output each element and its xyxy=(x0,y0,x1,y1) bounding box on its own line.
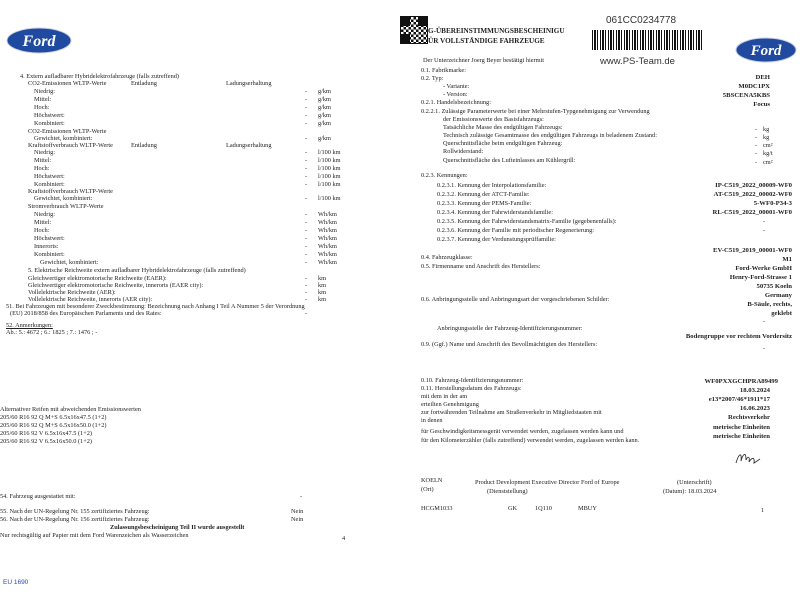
label-0-2-3-5: 0.2.3.5. Kennung der Fahrwiderstandsmatrix-Familie (gegebenenfalls): xyxy=(437,218,617,225)
r-dash-3: - xyxy=(755,142,758,149)
label-0-6: 0.6. Anbringungsstelle und Anbringungsart der vorgeschriebenen Schilder: xyxy=(421,296,610,303)
section-55: 55. Nach der UN-Regelung Nr. 155 zertifiziertes Fahrzeug: xyxy=(0,508,150,515)
co2-dash-3: - xyxy=(305,104,308,111)
r-dash-5: - xyxy=(755,159,758,166)
st-unit-5: Wh/km xyxy=(318,243,337,250)
st-hoechstwert: Höchstwert: xyxy=(34,235,65,242)
co2-hoechstwert: Höchstwert: xyxy=(34,112,65,119)
st-dash-4: - xyxy=(305,235,308,242)
st-niedrig: Niedrig: xyxy=(34,211,55,218)
s5-unit-1: km xyxy=(318,275,327,282)
left-footer-note: Nur rechtsgültig auf Papier mit dem Ford Warenzeichen als Wasserzeichen xyxy=(0,532,189,539)
value-production-date: 18.03.2024 xyxy=(739,387,770,394)
value-0-2-3-7: EV-C519_2019_00001-WF0 xyxy=(712,247,792,254)
ks-unit-4: l/100 km xyxy=(318,173,341,180)
date-value: 18.03.2024 xyxy=(688,488,717,495)
s5-aer-city: Vollelektrische Reichweite, innerorts (AER city): xyxy=(28,296,153,303)
ks-hoechstwert: Höchstwert: xyxy=(34,173,65,180)
co2g-unit: g/km xyxy=(318,135,331,142)
section-56: 56. Nach der UN-Regelung Nr. 156 zertifiziertes Fahrzeug: xyxy=(0,516,150,523)
ks-dash-1: - xyxy=(305,149,308,156)
label-0-2-3-4: 0.2.3.4. Kennung der Fahrwiderstandsfamilie: xyxy=(437,209,553,216)
s5-eaer-city: Gleichwertiger elektromotorische Reichweite, innerorts (EAER city): xyxy=(28,282,204,289)
section-51-line1: 51. Bei Fahrzeugen mit besonderer Zweckbestimmung: Bezeichnung nach Anhang I Teil A Nummer 5 der Verordnung xyxy=(6,303,305,310)
ksg-unit: l/100 km xyxy=(318,195,341,202)
position-value: Product Development Executive Director Ford of Europe xyxy=(475,479,620,486)
co2-wltp-label: CO2-Emissionen WLTP-Werte xyxy=(28,80,107,87)
ks-dash-4: - xyxy=(305,173,308,180)
co2-kombiniert: Kombiniert: xyxy=(34,120,65,127)
tire-row: 205/60 R16 92 V 6.5x16x50.0 (1+2) xyxy=(0,438,93,445)
ksg-dash: - xyxy=(305,195,308,202)
co2-dash-5: - xyxy=(305,120,308,127)
kraftstoff-ladungserhaltung: Ladungserhaltung xyxy=(226,142,272,149)
value-0-2-3-1: IP-C519_2022_00009-WF0 xyxy=(715,182,792,189)
value-0-5-line: Germany xyxy=(764,292,792,299)
value-0-5-line: Henry-Ford-Strasse 1 xyxy=(729,274,792,281)
st-innerorts: Innerorts: xyxy=(34,243,59,250)
section-54: 54. Fahrzeug ausgestattet mit: xyxy=(0,493,76,500)
value-rechtsverkehr: Rechtsverkehr xyxy=(728,414,770,421)
label-0-2: 0.2. Typ: xyxy=(421,75,444,82)
ks-unit-5: l/100 km xyxy=(318,181,341,188)
value-0-4: M1 xyxy=(782,256,792,263)
entladung-label: Entladung xyxy=(131,80,157,87)
section-5-title: 5. Elektrische Reichweite extern aufladbarer Hybridelektrofahrzeuge (falls zutreffend) xyxy=(28,267,246,274)
footer-code-1: HCGM1033 xyxy=(421,505,453,512)
ks-unit-2: l/100 km xyxy=(318,157,341,164)
value-0-1: DEH xyxy=(755,74,770,81)
value-variante: 5BSCENA5KBS xyxy=(722,92,770,99)
tire-row: 205/60 R16 92 Q M+S 6.5x16x47.5 (1+2) xyxy=(0,414,107,421)
co2-mittel: Mittel: xyxy=(34,96,52,103)
label-querschnittsflaeche: Querschnittsfläche beim endgültigen Fahrzeug: xyxy=(443,140,563,147)
unit-cm2-1: cm² xyxy=(763,142,773,149)
qr-code xyxy=(400,16,428,44)
kraftstoff-entladung: Entladung xyxy=(131,142,157,149)
strom-wltp-label: Stromverbrauch WLTP-Werte xyxy=(28,203,104,210)
co2-unit-4: g/km xyxy=(318,112,331,119)
intro-text: Der Unterzeichner Joerg Beyer bestätigt hiermit xyxy=(423,57,545,64)
co2-unit-3: g/km xyxy=(318,104,331,111)
co2-dash-1: - xyxy=(305,88,308,95)
page-gap xyxy=(385,0,395,600)
st-dash-3: - xyxy=(305,227,308,234)
section-52-text: Ab.: 5.: 4672 ; 6.: 1825 ; 7.: 1476 ; - xyxy=(6,329,98,336)
s5-eaer: Gleichwertiger elektromotorische Reichweite (EAER): xyxy=(28,275,167,282)
co2-unit-2: g/km xyxy=(318,96,331,103)
label-0-2-3-7: 0.2.3.7. Kennung der Verdunstungsprüffamilie: xyxy=(437,236,556,243)
st-dash-2: - xyxy=(305,219,308,226)
label-0-2-3-6: 0.2.3.6. Kennung der Familie mit periodischer Regenerierung: xyxy=(437,227,595,234)
st-gewichtet-kombiniert: Gewichtet, kombiniert: xyxy=(40,259,99,266)
place-value: KOELN xyxy=(421,477,443,484)
ks-dash-3: - xyxy=(305,165,308,172)
label-lufteinlass: Querschnittsfläche des Lufteinlasses am Kühlergrill: xyxy=(443,157,576,164)
value-0-6-line: B-Säule, rechts, xyxy=(747,301,792,308)
unit-cm2-2: cm² xyxy=(763,159,773,166)
value-vin-location: Bodengruppe vor rechtem Vordersitz xyxy=(685,333,792,340)
tire-row: 205/60 R16 92 V 6.5x16x47.5 (1+2) xyxy=(0,430,93,437)
label-speedometer: für Geschwindigkeitsmessgerät verwendet werden, zugelassen werden kann und xyxy=(421,428,624,435)
r-dash-1: - xyxy=(755,126,758,133)
s51-dash: - xyxy=(305,310,308,317)
s5-unit-4: km xyxy=(318,296,327,303)
st-dash-6: - xyxy=(305,251,308,258)
value-0-6-line: geklebt xyxy=(771,310,792,317)
footer-code-2: GK xyxy=(508,505,518,512)
label-erteilten: erteilten Genehmigung xyxy=(421,401,479,408)
s5-aer: Vollelektrische Reichweite (AER): xyxy=(28,289,116,296)
ks-kombiniert: Kombiniert: xyxy=(34,181,65,188)
s54-dash: - xyxy=(300,493,303,500)
website-stamp: www.PS-Team.de xyxy=(600,56,675,67)
st-unit-7: Wh/km xyxy=(318,259,337,266)
label-0-10: 0.10. Fahrzeug-Identifizierungsnummer: xyxy=(421,377,524,384)
value-0-2-3-3: 5-WF0-P34-3 xyxy=(753,200,792,207)
st-unit-6: Wh/km xyxy=(318,251,337,258)
ford-logo-right xyxy=(735,37,797,63)
label-0-2-3-3: 0.2.3.3. Kennung der PEMS-Familie: xyxy=(437,200,532,207)
section-52-title: 52. Anmerkungen: xyxy=(6,322,53,329)
r-dash-7: - xyxy=(763,227,766,234)
label-zur-teilnahme: zur fortwährenden Teilnahme am Straßenverkehr in Mitgliedstaaten mit xyxy=(421,409,602,416)
r-dash-8: - xyxy=(763,318,766,325)
label-in-denen: in denen xyxy=(421,417,443,424)
r-dash-9: - xyxy=(763,345,766,352)
s5-dash-1: - xyxy=(305,275,308,282)
st-kombiniert: Kombiniert: xyxy=(34,251,65,258)
right-page-number: 1 xyxy=(761,507,765,514)
left-document-page xyxy=(0,0,385,600)
ks-mittel: Mittel: xyxy=(34,157,52,164)
label-vin-location: Anbringungsstelle der Fahrzeug-Identifizierungsnummer: xyxy=(437,325,583,332)
label-rollwiderstand: Rollwiderstand: xyxy=(443,148,484,155)
st-unit-3: Wh/km xyxy=(318,227,337,234)
eu-code-stamp: EU 1690 xyxy=(3,579,29,586)
value-0-2-3-2: AT-C519_2022_00002-WF0 xyxy=(713,191,792,198)
s5-unit-2: km xyxy=(318,282,327,289)
value-0-5-line: Ford-Werke GmbH xyxy=(735,265,792,272)
value-approval-number: e13*2007/46*1911*17 xyxy=(708,396,770,403)
label-mit-dem: mit dem in der am xyxy=(421,393,468,400)
st-mittel: Mittel: xyxy=(34,219,52,226)
ks-dash-5: - xyxy=(305,181,308,188)
label-0-5: 0.5. Firmenname und Anschrift des Herstellers: xyxy=(421,263,541,270)
position-label: (Dienststellung) xyxy=(487,488,528,495)
coc-header-line2: ÜR VOLLSTÄNDIGE FAHRZEUGE xyxy=(428,37,545,45)
label-0-2-1: 0.2.1. Handelsbezeichnung: xyxy=(421,99,491,106)
label-odometer: für den Kilometerzähler (falls zutreffend) verwendet werden, zugelassen werden kann. xyxy=(421,437,640,444)
unit-kg-1: kg xyxy=(763,126,770,133)
signature xyxy=(733,448,763,470)
st-unit-4: Wh/km xyxy=(318,235,337,242)
label-0-2-2-1: 0.2.2.1. Zulässige Parameterwerte bei einer Mehrstufen-Typgenehmigung zur Verwendung xyxy=(421,108,650,115)
s56-value: Nein xyxy=(291,516,304,523)
place-label: (Ort) xyxy=(421,486,434,493)
ladungserhaltung-label: Ladungserhaltung xyxy=(226,80,272,87)
label-0-4: 0.4. Fahrzeugklasse: xyxy=(421,254,473,261)
label-0-2-3-1: 0.2.3.1. Kennung der Interpolationsfamilie: xyxy=(437,182,547,189)
zulassung-note: Zulassungsbescheinigung Teil II wurde ausgestellt xyxy=(110,524,245,531)
co2-dash-4: - xyxy=(305,112,308,119)
co2-gewichtet-label: CO2-Emissionen WLTP-Werte xyxy=(28,128,107,135)
coc-header-line1: G-ÜBEREINSTIMMUNGSBESCHEINIGU xyxy=(428,27,565,35)
value-0-5-line: 50735 Koeln xyxy=(756,283,792,290)
left-page-number: 4 xyxy=(342,535,346,542)
r-dash-4: - xyxy=(755,150,758,157)
value-0-2: M0DC1PX xyxy=(738,83,770,90)
svg-text:Ford: Ford xyxy=(750,43,782,59)
ks-gewichtet-kombiniert: Gewichtet, kombiniert: xyxy=(34,195,93,202)
s5-dash-4: - xyxy=(305,296,308,303)
r-dash-2: - xyxy=(755,134,758,141)
kraftstoff-gew-label: Kraftstoffverbrauch WLTP-Werte xyxy=(28,188,113,195)
co2-unit-1: g/km xyxy=(318,88,331,95)
ford-logo-left xyxy=(6,27,72,54)
s5-dash-2: - xyxy=(305,282,308,289)
label-gesamtmasse: Technisch zulässige Gesamtmasse des endgültigen Fahrzeugs in beladenem Zustand: xyxy=(443,132,657,139)
date-label: (Datum): xyxy=(663,488,687,495)
serial-number-stamp: 061CC0234778 xyxy=(606,15,677,26)
label-0-1: 0.1. Fabrikmarke: xyxy=(421,67,466,74)
right-document-page xyxy=(395,0,800,600)
value-0-2-3-4: RL-C519_2022_00001-WF0 xyxy=(712,209,792,216)
r-dash-6: - xyxy=(763,218,766,225)
co2-unit-5: g/km xyxy=(318,120,331,127)
st-unit-1: Wh/km xyxy=(318,211,337,218)
st-unit-2: Wh/km xyxy=(318,219,337,226)
co2-hoch: Hoch: xyxy=(34,104,50,111)
label-version: - Version: xyxy=(443,91,468,98)
s55-value: Nein xyxy=(291,508,304,515)
ks-dash-2: - xyxy=(305,157,308,164)
st-dash-1: - xyxy=(305,211,308,218)
label-0-2-2-1-b: der Emissionswerte des Basisfahrzeugs: xyxy=(443,116,544,123)
tire-row: 205/60 R16 92 Q M+S 6.5x16x50.0 (1+2) xyxy=(0,422,107,429)
unit-kgt: kg/t xyxy=(763,150,773,157)
s5-dash-3: - xyxy=(305,289,308,296)
label-tatsaechliche-masse: Tatsächliche Masse des endgültigen Fahrzeugs: xyxy=(443,124,563,131)
tires-title: Alternativer Reifen mit abweichenden Emissionswerten xyxy=(0,406,141,413)
value-metric-1: metrische Einheiten xyxy=(712,424,770,431)
ks-hoch: Hoch: xyxy=(34,165,50,172)
st-hoch: Hoch: xyxy=(34,227,50,234)
label-variante: - Variante: xyxy=(443,83,470,90)
section-51-line2: (EU) 2018/858 des Europäischen Parlaments und des Rates: xyxy=(10,310,162,317)
ks-unit-1: l/100 km xyxy=(318,149,341,156)
s5-unit-3: km xyxy=(318,289,327,296)
unit-kg-2: kg xyxy=(763,134,770,141)
footer-code-4: MBUY xyxy=(578,505,597,512)
value-approval-date: 16.06.2023 xyxy=(739,405,770,412)
st-dash-7: - xyxy=(305,259,308,266)
label-0-11: 0.11. Herstellungsdatum des Fahrzeugs: xyxy=(421,385,522,392)
label-0-9: 0.9. (Ggf.) Name und Anschrift des Bevollmächtigten des Herstellers: xyxy=(421,341,598,348)
ks-niedrig: Niedrig: xyxy=(34,149,55,156)
value-vin: WF0PXXGCHPRA89499 xyxy=(704,378,778,385)
value-version: Focus xyxy=(753,101,770,108)
label-0-2-3-2: 0.2.3.2. Kennung der ATCT-Familie: xyxy=(437,191,530,198)
st-dash-5: - xyxy=(305,243,308,250)
footer-code-3: 1Q110 xyxy=(535,505,552,512)
svg-text:Ford: Ford xyxy=(22,33,56,50)
barcode xyxy=(592,30,704,50)
value-metric-2: metrische Einheiten xyxy=(712,433,770,440)
co2-niedrig: Niedrig: xyxy=(34,88,55,95)
label-0-2-3: 0.2.3. Kennungen: xyxy=(421,172,468,179)
co2g-dash: - xyxy=(305,135,308,142)
signature-label: (Unterschrift) xyxy=(677,479,712,486)
co2-gewichtet-kombiniert: Gewichtet, kombiniert: xyxy=(34,135,93,142)
co2-dash-2: - xyxy=(305,96,308,103)
section-4-title: 4. Extern aufladbarer Hybridelektrofahrzeuge (falls zutreffend) xyxy=(20,73,179,80)
kraftstoff-wltp-label: Kraftstoffverbrauch WLTP-Werte xyxy=(28,142,113,149)
ks-unit-3: l/100 km xyxy=(318,165,341,172)
